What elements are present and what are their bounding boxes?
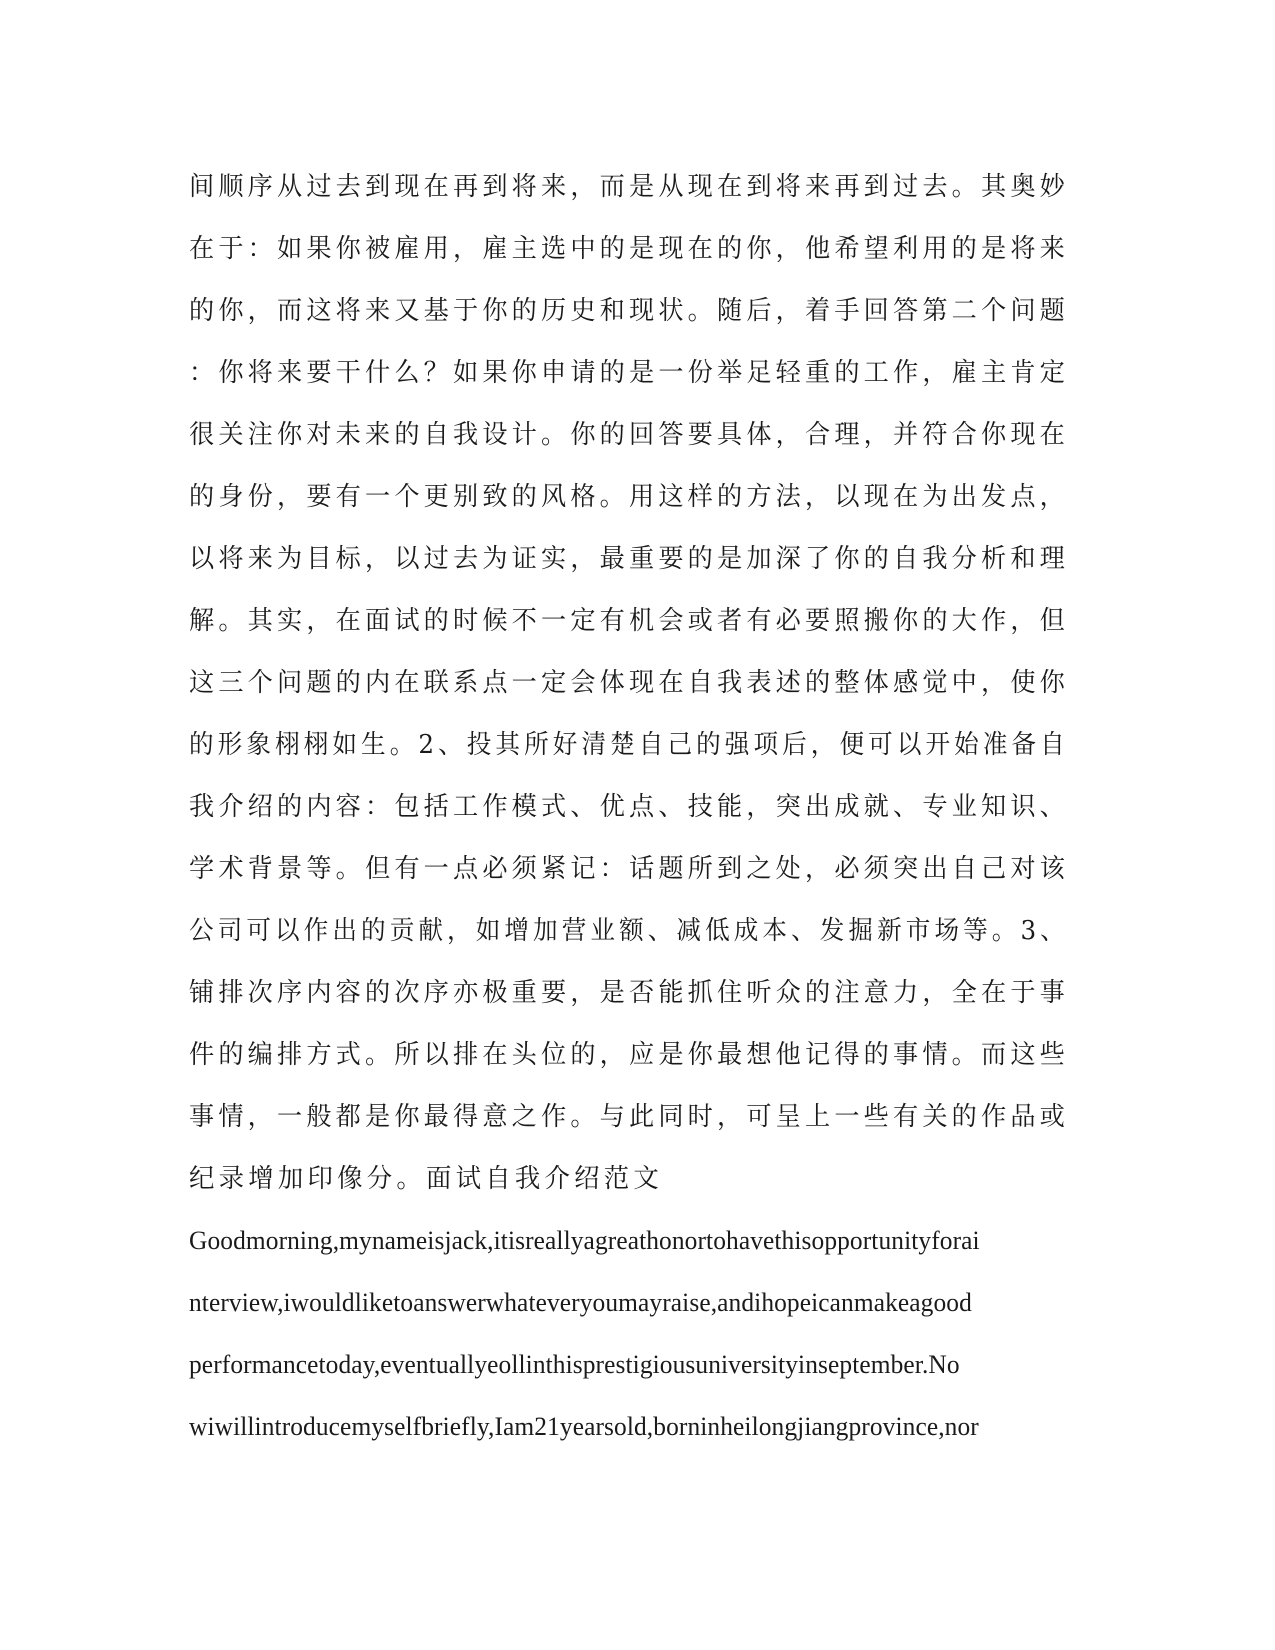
text-line: 间顺序从过去到现在再到将来，而是从现在到将来再到过去。其奥妙	[189, 172, 1070, 202]
text-line: 公司可以作出的贡献，如增加营业额、减低成本、发掘新市场等。3、	[189, 916, 1069, 946]
text-line-english: nterview,iwouldliketoanswerwhateveryoumayraise,andihopeicanmakeagood	[189, 1288, 972, 1317]
text-line: 以将来为目标，以过去为证实，最重要的是加深了你的自我分析和理	[189, 544, 1070, 574]
text-line: 铺排次序内容的次序亦极重要，是否能抓住听众的注意力，全在于事	[189, 978, 1070, 1008]
text-line: ：你将来要干什么？如果你申请的是一份举足轻重的工作，雇主肯定	[189, 358, 1070, 388]
text-line-english: Goodmorning,mynameisjack,itisreallyagreathonortohavethisopportunityforai	[189, 1226, 980, 1255]
text-line: 件的编排方式。所以排在头位的，应是你最想他记得的事情。而这些	[189, 1040, 1070, 1070]
text-line-english: wiwillintroducemyselfbriefly,Iam21yearsold,borninheilongjiangprovince,nor	[189, 1412, 979, 1441]
text-line: 事情，一般都是你最得意之作。与此同时，可呈上一些有关的作品或	[189, 1102, 1070, 1132]
text-line: 的形象栩栩如生。2、投其所好清楚自己的强项后，便可以开始准备自	[189, 730, 1069, 760]
text-line: 的你，而这将来又基于你的历史和现状。随后，着手回答第二个问题	[189, 296, 1070, 326]
text-line: 的身份，要有一个更别致的风格。用这样的方法，以现在为出发点，	[189, 482, 1070, 512]
text-line: 解。其实，在面试的时候不一定有机会或者有必要照搬你的大作，但	[189, 606, 1070, 636]
text-line: 我介绍的内容：包括工作模式、优点、技能，突出成就、专业知识、	[189, 792, 1070, 822]
body-text	[189, 156, 1089, 1458]
text-line-english: performancetoday,eventuallyeollinthisprestigiousuniversityinseptember.No	[189, 1350, 960, 1379]
text-line: 纪录增加印像分。面试自我介绍范文	[189, 1164, 664, 1194]
text-line: 学术背景等。但有一点必须紧记：话题所到之处，必须突出自己对该	[189, 854, 1070, 884]
text-line: 在于：如果你被雇用，雇主选中的是现在的你，他希望利用的是将来	[189, 234, 1070, 264]
text-line: 这三个问题的内在联系点一定会体现在自我表述的整体感觉中，使你	[189, 668, 1070, 698]
text-line: 很关注你对未来的自我设计。你的回答要具体，合理，并符合你现在	[189, 420, 1070, 450]
